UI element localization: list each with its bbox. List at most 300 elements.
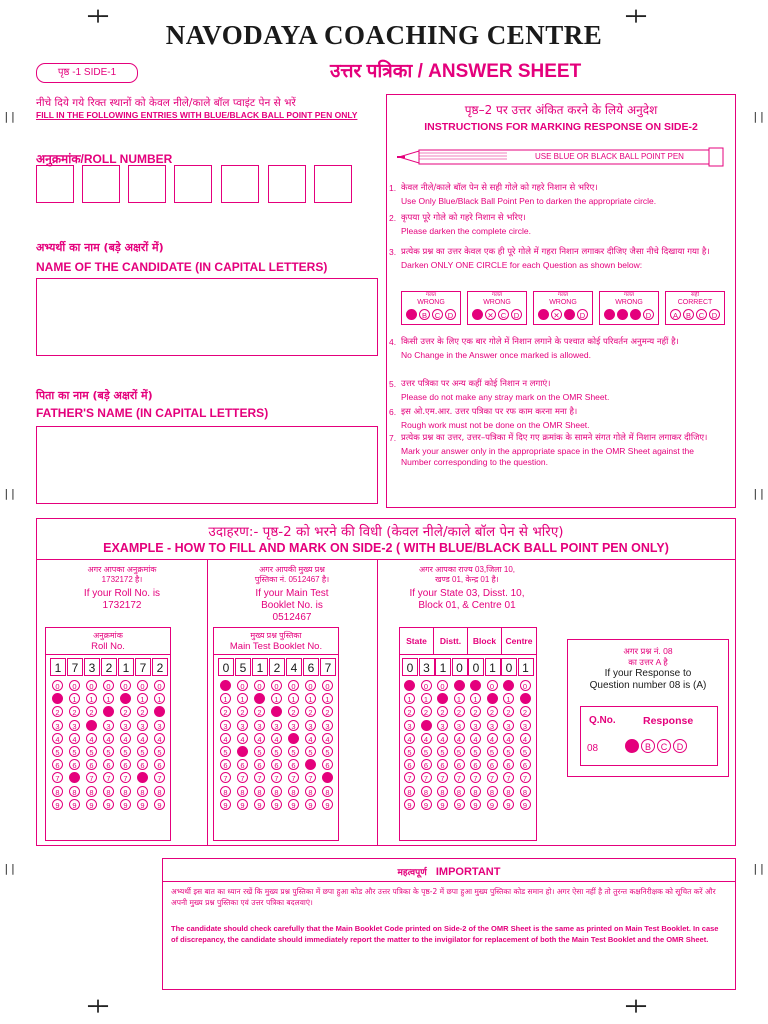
roll-digit-box[interactable] <box>36 165 74 203</box>
crop-mark: || <box>3 862 17 875</box>
digit-bubble[interactable]: 8 <box>120 786 131 797</box>
digit-bubble[interactable]: 2 <box>322 706 333 717</box>
digit-bubble[interactable] <box>520 693 531 704</box>
digit-bubble[interactable]: 7 <box>421 772 432 783</box>
digit-bubble[interactable]: 4 <box>520 733 531 744</box>
digit-bubble[interactable]: 8 <box>220 786 231 797</box>
digit-box: 2 <box>152 658 168 676</box>
answer-bubble: B <box>419 309 430 320</box>
digit-bubble[interactable]: 1 <box>421 693 432 704</box>
digit-bubble[interactable] <box>487 693 498 704</box>
digit-bubble[interactable]: 9 <box>154 799 165 810</box>
instruction-item <box>389 183 721 207</box>
digit-bubble[interactable]: 0 <box>52 680 63 691</box>
crop-mark: || <box>3 110 17 123</box>
digit-bubble[interactable] <box>154 706 165 717</box>
digit-bubble[interactable]: 2 <box>120 706 131 717</box>
instruction-english: Rough work must not be done on the OMR Sheet. <box>401 420 590 430</box>
digit-bubble[interactable]: 4 <box>154 733 165 744</box>
digit-bubble[interactable]: 9 <box>137 799 148 810</box>
marking-example-hindi: गलत <box>558 292 568 298</box>
digit-bubble[interactable]: 4 <box>404 733 415 744</box>
digit-bubble[interactable]: 4 <box>69 733 80 744</box>
digit-bubble[interactable]: 7 <box>154 772 165 783</box>
digit-bubble[interactable]: 6 <box>137 759 148 770</box>
digit-bubble[interactable]: 7 <box>52 772 63 783</box>
digit-bubble[interactable]: 8 <box>52 786 63 797</box>
booklet-example-hindi-2: पुस्तिका नं. 0512467 है। <box>254 575 330 584</box>
digit-bubble[interactable]: 7 <box>437 772 448 783</box>
digit-bubble[interactable]: 7 <box>487 772 498 783</box>
digit-bubble[interactable]: 2 <box>470 706 481 717</box>
digit-bubble[interactable] <box>237 746 248 757</box>
digit-bubble[interactable]: 5 <box>137 746 148 757</box>
digit-bubble[interactable]: 6 <box>120 759 131 770</box>
digit-bubble[interactable]: 7 <box>120 772 131 783</box>
digit-bubble[interactable]: 5 <box>520 746 531 757</box>
digit-box: 4 <box>286 658 302 676</box>
digit-bubble[interactable]: 7 <box>503 772 514 783</box>
digit-bubble[interactable] <box>254 693 265 704</box>
digit-bubble[interactable]: 1 <box>322 693 333 704</box>
digit-bubble[interactable] <box>288 733 299 744</box>
roll-digit-box[interactable] <box>174 165 212 203</box>
digit-box: 0 <box>452 658 468 676</box>
instruction-item <box>389 433 721 468</box>
digit-bubble[interactable]: 9 <box>254 799 265 810</box>
digit-bubble[interactable]: 8 <box>271 786 282 797</box>
digit-bubble[interactable]: 1 <box>503 693 514 704</box>
digit-bubble[interactable]: 1 <box>220 693 231 704</box>
digit-bubble[interactable] <box>52 693 63 704</box>
answer-bubble: D <box>511 309 522 320</box>
state-example-hindi: अगर आपका राज्य 03,जिला 10, <box>418 565 516 574</box>
digit-box: 1 <box>485 658 501 676</box>
answer-bubble: A <box>670 309 681 320</box>
digit-bubble[interactable]: 9 <box>271 799 282 810</box>
digit-bubble[interactable]: 1 <box>404 693 415 704</box>
digit-bubble[interactable]: 8 <box>305 786 316 797</box>
instruction-english: Please do not make any stray mark on the OMR Sheet. <box>401 392 610 402</box>
answer-bubble <box>564 309 575 320</box>
booklet-example-value: 0512467 <box>272 612 312 623</box>
digit-bubble[interactable]: 1 <box>305 693 316 704</box>
digit-bubble[interactable]: 6 <box>69 759 80 770</box>
marking-example <box>665 291 725 325</box>
instruction-number: 1. <box>389 183 397 193</box>
digit-bubble[interactable]: 3 <box>470 720 481 731</box>
response-bubble[interactable]: C <box>657 739 671 753</box>
digit-bubble[interactable]: 6 <box>421 759 432 770</box>
digit-bubble[interactable]: 4 <box>487 733 498 744</box>
response-example-text-2: Question number 08 is (A) <box>589 680 707 691</box>
digit-bubble[interactable]: 4 <box>322 733 333 744</box>
digit-bubble[interactable]: 0 <box>322 680 333 691</box>
digit-bubble[interactable]: 3 <box>271 720 282 731</box>
digit-bubble[interactable]: 3 <box>154 720 165 731</box>
digit-box: 1 <box>252 658 268 676</box>
digit-bubble[interactable]: 9 <box>103 799 114 810</box>
digit-bubble[interactable]: 2 <box>52 706 63 717</box>
digit-bubble[interactable]: 5 <box>454 746 465 757</box>
digit-bubble[interactable]: 6 <box>322 759 333 770</box>
digit-bubble[interactable]: 2 <box>137 706 148 717</box>
important-heading-hindi: महत्वपूर्ण <box>397 868 427 878</box>
digit-bubble[interactable]: 7 <box>220 772 231 783</box>
digit-bubble[interactable]: 9 <box>437 799 448 810</box>
digit-bubble[interactable]: 5 <box>503 746 514 757</box>
digit-bubble[interactable]: 7 <box>254 772 265 783</box>
instruction-number: 2. <box>389 213 397 223</box>
instruction-english: Use Only Blue/Black Ball Point Pen to darken the appropriate circle. <box>401 196 657 206</box>
digit-bubble[interactable]: 8 <box>520 786 531 797</box>
digit-bubble[interactable]: 8 <box>86 786 97 797</box>
digit-bubble[interactable]: 5 <box>288 746 299 757</box>
digit-bubble[interactable]: 8 <box>470 786 481 797</box>
digit-bubble[interactable]: 0 <box>520 680 531 691</box>
roll-digit-box[interactable] <box>268 165 306 203</box>
digit-bubble[interactable]: 5 <box>421 746 432 757</box>
digit-bubble[interactable]: 9 <box>69 799 80 810</box>
digit-bubble[interactable]: 8 <box>154 786 165 797</box>
digit-bubble[interactable] <box>503 680 514 691</box>
digit-bubble[interactable]: 6 <box>220 759 231 770</box>
digit-bubble[interactable]: 2 <box>86 706 97 717</box>
digit-bubble[interactable]: 5 <box>103 746 114 757</box>
digit-bubble[interactable]: 4 <box>271 733 282 744</box>
digit-bubble[interactable]: 3 <box>520 720 531 731</box>
digit-bubble[interactable]: 2 <box>421 706 432 717</box>
digit-bubble[interactable]: 3 <box>437 720 448 731</box>
roll-grid-label: Roll No. <box>91 641 125 652</box>
digit-bubble[interactable]: 5 <box>120 746 131 757</box>
digit-bubble[interactable]: 2 <box>404 706 415 717</box>
response-bubble[interactable] <box>625 739 639 753</box>
digit-bubble[interactable]: 9 <box>322 799 333 810</box>
digit-bubble[interactable]: 8 <box>487 786 498 797</box>
roll-digit-box[interactable] <box>314 165 352 203</box>
digit-bubble[interactable]: 4 <box>254 733 265 744</box>
digit-bubble[interactable]: 3 <box>137 720 148 731</box>
important-text-hindi: अभ्यर्थी इस बात का ध्यान रखें कि मुख्य प्रश्न पुस्तिका में छपा हुआ कोड और उत्तर पत्रिका के पृष्ठ-2 में छपा हुआ मुख्य पुस्तिका कोड समान हो। अगर ऐसा नहीं है तो तुरन्त कक्षनिरीक्षक को सूचित करें और अपनी मुख्य प्रश्न पुस्तिका एवं उत्तर पत्रिका बदलवाएं। <box>171 887 716 907</box>
crop-mark: ━╋━ <box>626 10 646 23</box>
response-bubble[interactable]: B <box>641 739 655 753</box>
digit-bubble[interactable]: 8 <box>503 786 514 797</box>
digit-bubble[interactable]: 2 <box>220 706 231 717</box>
digit-bubble[interactable]: 2 <box>305 706 316 717</box>
digit-bubble[interactable]: 5 <box>220 746 231 757</box>
digit-bubble[interactable]: 3 <box>487 720 498 731</box>
digit-bubble[interactable]: 6 <box>52 759 63 770</box>
digit-bubble[interactable]: 5 <box>154 746 165 757</box>
digit-bubble[interactable]: 5 <box>271 746 282 757</box>
digit-bubble[interactable] <box>470 680 481 691</box>
digit-bubble[interactable]: 2 <box>454 706 465 717</box>
digit-bubble[interactable]: 0 <box>120 680 131 691</box>
digit-bubble[interactable]: 6 <box>86 759 97 770</box>
digit-bubble[interactable]: 8 <box>237 786 248 797</box>
digit-bubble[interactable]: 2 <box>487 706 498 717</box>
instruction-english: Please darken the complete circle. <box>401 226 531 236</box>
digit-bubble[interactable]: 0 <box>103 680 114 691</box>
response-bubble[interactable]: D <box>673 739 687 753</box>
father-name-field[interactable] <box>36 426 378 504</box>
digit-bubble[interactable]: 3 <box>254 720 265 731</box>
digit-bubble[interactable]: 9 <box>520 799 531 810</box>
digit-bubble[interactable] <box>86 720 97 731</box>
digit-bubble[interactable] <box>454 680 465 691</box>
digit-bubble[interactable]: 6 <box>154 759 165 770</box>
digit-bubble[interactable]: 4 <box>437 733 448 744</box>
digit-bubble[interactable]: 5 <box>437 746 448 757</box>
digit-bubble[interactable]: 5 <box>470 746 481 757</box>
roll-example-hindi: अगर आपका अनुक्रमांक <box>87 565 157 574</box>
digit-bubble[interactable]: 3 <box>52 720 63 731</box>
instruction-hindi: प्रत्येक प्रश्न का उत्तर केवल एक ही पूरे गोले में गहरा निशान लगाकर दीजिए जैसा नीचे दिखाया गया है। <box>401 247 710 257</box>
digit-bubble[interactable] <box>120 693 131 704</box>
digit-bubble[interactable]: 7 <box>305 772 316 783</box>
instruction-hindi: केवल नीले/काले बॉल पेन से सही गोले को गहरे निशान से भरिए। <box>401 183 598 193</box>
digit-bubble[interactable]: 9 <box>288 799 299 810</box>
digit-bubble[interactable]: 8 <box>322 786 333 797</box>
digit-bubble[interactable]: 3 <box>120 720 131 731</box>
digit-bubble[interactable]: 8 <box>137 786 148 797</box>
digit-bubble[interactable]: 6 <box>520 759 531 770</box>
digit-bubble[interactable]: 7 <box>454 772 465 783</box>
digit-bubble[interactable]: 4 <box>503 733 514 744</box>
digit-bubble[interactable]: 3 <box>305 720 316 731</box>
answer-bubble: ✕ <box>551 309 562 320</box>
candidate-name-field[interactable] <box>36 278 378 356</box>
digit-bubble[interactable]: 7 <box>288 772 299 783</box>
digit-bubble[interactable]: 6 <box>254 759 265 770</box>
digit-bubble[interactable]: 4 <box>137 733 148 744</box>
digit-bubble[interactable]: 7 <box>237 772 248 783</box>
digit-bubble[interactable] <box>404 680 415 691</box>
digit-box: 7 <box>320 658 336 676</box>
digit-bubble[interactable]: 3 <box>503 720 514 731</box>
roll-digit-box[interactable] <box>128 165 166 203</box>
digit-bubble[interactable]: 3 <box>103 720 114 731</box>
roll-digit-box[interactable] <box>221 165 259 203</box>
digit-box: 1 <box>118 658 134 676</box>
digit-bubble[interactable]: 7 <box>271 772 282 783</box>
digit-bubble[interactable]: 7 <box>520 772 531 783</box>
digit-bubble[interactable]: 9 <box>503 799 514 810</box>
digit-bubble[interactable]: 6 <box>288 759 299 770</box>
digit-bubble[interactable]: 5 <box>86 746 97 757</box>
response-example-text: If your Response to <box>604 668 692 679</box>
digit-bubble[interactable]: 7 <box>470 772 481 783</box>
digit-box: 3 <box>419 658 435 676</box>
digit-bubble[interactable] <box>322 772 333 783</box>
digit-bubble[interactable]: 9 <box>404 799 415 810</box>
digit-bubble[interactable]: 8 <box>437 786 448 797</box>
digit-bubble[interactable]: 4 <box>120 733 131 744</box>
digit-bubble[interactable]: 1 <box>86 693 97 704</box>
digit-bubble[interactable]: 1 <box>154 693 165 704</box>
digit-bubble[interactable]: 6 <box>404 759 415 770</box>
digit-bubble[interactable]: 5 <box>487 746 498 757</box>
digit-bubble[interactable] <box>69 772 80 783</box>
instruction-hindi: उत्तर पत्रिका पर अन्य कहीं कोई निशान न लगाएं। <box>401 379 551 389</box>
roll-digit-box[interactable] <box>82 165 120 203</box>
digit-bubble[interactable]: 9 <box>487 799 498 810</box>
digit-bubble[interactable]: 4 <box>305 733 316 744</box>
digit-box: 6 <box>303 658 319 676</box>
digit-bubble[interactable]: 8 <box>103 786 114 797</box>
answer-bubble <box>538 309 549 320</box>
digit-bubble[interactable]: 4 <box>237 733 248 744</box>
important-heading: IMPORTANT <box>435 866 501 878</box>
digit-bubble[interactable]: 3 <box>220 720 231 731</box>
digit-bubble[interactable]: 0 <box>69 680 80 691</box>
digit-bubble[interactable]: 6 <box>503 759 514 770</box>
digit-bubble[interactable]: 1 <box>237 693 248 704</box>
digit-bubble[interactable]: 4 <box>86 733 97 744</box>
marking-example-hindi: गलत <box>624 292 634 298</box>
digit-bubble[interactable]: 6 <box>487 759 498 770</box>
digit-bubble[interactable]: 6 <box>103 759 114 770</box>
digit-bubble[interactable]: 6 <box>237 759 248 770</box>
digit-bubble[interactable]: 9 <box>305 799 316 810</box>
digit-bubble[interactable]: 5 <box>52 746 63 757</box>
digit-bubble[interactable]: 2 <box>437 706 448 717</box>
digit-bubble[interactable]: 5 <box>69 746 80 757</box>
digit-bubble[interactable]: 2 <box>520 706 531 717</box>
digit-bubble[interactable]: 1 <box>271 693 282 704</box>
answer-bubble: D <box>643 309 654 320</box>
digit-bubble[interactable]: 0 <box>487 680 498 691</box>
digit-bubble[interactable]: 8 <box>288 786 299 797</box>
digit-bubble[interactable]: 3 <box>404 720 415 731</box>
digit-bubble[interactable]: 0 <box>421 680 432 691</box>
digit-bubble[interactable]: 1 <box>69 693 80 704</box>
digit-bubble[interactable]: 6 <box>271 759 282 770</box>
crop-mark: ━╋━ <box>626 1000 646 1013</box>
digit-bubble[interactable]: 2 <box>237 706 248 717</box>
digit-bubble[interactable]: 0 <box>254 680 265 691</box>
digit-bubble[interactable]: 2 <box>288 706 299 717</box>
answer-bubble: B <box>683 309 694 320</box>
digit-box: 2 <box>101 658 117 676</box>
digit-bubble[interactable]: 3 <box>454 720 465 731</box>
digit-bubble[interactable]: 1 <box>470 693 481 704</box>
digit-bubble[interactable]: 3 <box>322 720 333 731</box>
example-heading: EXAMPLE - HOW TO FILL AND MARK ON SIDE-2 ( WITH BLUE/BLACK BALL POINT PEN ONLY) <box>103 541 669 555</box>
marking-example <box>533 291 593 325</box>
digit-bubble[interactable]: 0 <box>154 680 165 691</box>
digit-bubble[interactable]: 4 <box>470 733 481 744</box>
digit-bubble[interactable]: 0 <box>305 680 316 691</box>
roll-example-text: If your Roll No. is <box>83 588 161 599</box>
digit-bubble[interactable]: 4 <box>103 733 114 744</box>
marking-example-label: CORRECT <box>677 299 713 306</box>
digit-bubble[interactable]: 6 <box>470 759 481 770</box>
digit-bubble[interactable]: 9 <box>454 799 465 810</box>
digit-bubble[interactable]: 0 <box>137 680 148 691</box>
digit-bubble[interactable]: 8 <box>421 786 432 797</box>
digit-bubble[interactable]: 2 <box>254 706 265 717</box>
digit-bubble[interactable]: 4 <box>454 733 465 744</box>
crop-mark: || <box>3 487 17 500</box>
digit-bubble[interactable]: 4 <box>52 733 63 744</box>
digit-bubble[interactable] <box>305 759 316 770</box>
digit-bubble[interactable]: 9 <box>421 799 432 810</box>
digit-bubble[interactable]: 0 <box>271 680 282 691</box>
digit-bubble[interactable]: 0 <box>288 680 299 691</box>
digit-bubble[interactable] <box>220 680 231 691</box>
digit-bubble[interactable]: 0 <box>86 680 97 691</box>
digit-bubble[interactable]: 3 <box>69 720 80 731</box>
digit-bubble[interactable] <box>103 706 114 717</box>
digit-bubble[interactable]: 9 <box>52 799 63 810</box>
instruction-number: 3. <box>389 247 397 257</box>
digit-bubble[interactable]: 9 <box>120 799 131 810</box>
digit-bubble[interactable] <box>271 706 282 717</box>
digit-bubble[interactable]: 9 <box>86 799 97 810</box>
digit-bubble[interactable]: 4 <box>220 733 231 744</box>
digit-bubble[interactable] <box>437 693 448 704</box>
digit-bubble[interactable]: 3 <box>288 720 299 731</box>
answer-bubble <box>630 309 641 320</box>
digit-box: 2 <box>269 658 285 676</box>
qno-header: Q.No. <box>589 715 616 726</box>
digit-bubble[interactable]: 6 <box>437 759 448 770</box>
digit-bubble[interactable]: 8 <box>404 786 415 797</box>
digit-bubble[interactable]: 9 <box>220 799 231 810</box>
digit-bubble[interactable] <box>137 772 148 783</box>
digit-bubble[interactable]: 1 <box>454 693 465 704</box>
digit-bubble[interactable]: 8 <box>454 786 465 797</box>
digit-bubble[interactable]: 1 <box>288 693 299 704</box>
digit-bubble[interactable]: 2 <box>69 706 80 717</box>
digit-bubble[interactable]: 5 <box>305 746 316 757</box>
digit-bubble[interactable]: 5 <box>322 746 333 757</box>
digit-bubble[interactable]: 1 <box>103 693 114 704</box>
digit-bubble[interactable] <box>421 720 432 731</box>
crop-mark: || <box>752 862 766 875</box>
answer-bubble: ✕ <box>485 309 496 320</box>
response-example-hindi-2: का उत्तर A है <box>628 657 668 667</box>
digit-bubble[interactable]: 9 <box>237 799 248 810</box>
digit-bubble[interactable]: 3 <box>237 720 248 731</box>
booklet-example-text: If your Main Test <box>255 588 329 599</box>
instruction-hindi: प्रत्येक प्रश्न का उत्तर, उत्तर–पत्रिका में दिए गए क्रमांक के सामने संगत गोले में निशान लगाकर दीजिए। <box>401 433 708 443</box>
answer-bubble: C <box>432 309 443 320</box>
digit-bubble[interactable]: 7 <box>86 772 97 783</box>
digit-bubble[interactable]: 0 <box>437 680 448 691</box>
digit-bubble[interactable]: 4 <box>421 733 432 744</box>
digit-bubble[interactable]: 8 <box>254 786 265 797</box>
question-number: 08 <box>587 743 599 754</box>
instruction-number: 4. <box>389 337 397 347</box>
state-column-header: State <box>400 628 434 654</box>
digit-bubble[interactable]: 2 <box>503 706 514 717</box>
digit-bubble[interactable]: 0 <box>237 680 248 691</box>
digit-bubble[interactable]: 1 <box>137 693 148 704</box>
digit-bubble[interactable]: 5 <box>254 746 265 757</box>
answer-bubble: D <box>709 309 720 320</box>
digit-bubble[interactable]: 8 <box>69 786 80 797</box>
digit-bubble[interactable]: 9 <box>470 799 481 810</box>
marking-example-label: WRONG <box>549 299 577 306</box>
digit-bubble[interactable]: 7 <box>404 772 415 783</box>
digit-bubble[interactable]: 5 <box>404 746 415 757</box>
instruction-english: Mark your answer only in the appropriate space in the OMR Sheet against the Number corresponding to the question. <box>401 446 694 467</box>
digit-bubble[interactable]: 7 <box>103 772 114 783</box>
digit-bubble[interactable]: 6 <box>454 759 465 770</box>
